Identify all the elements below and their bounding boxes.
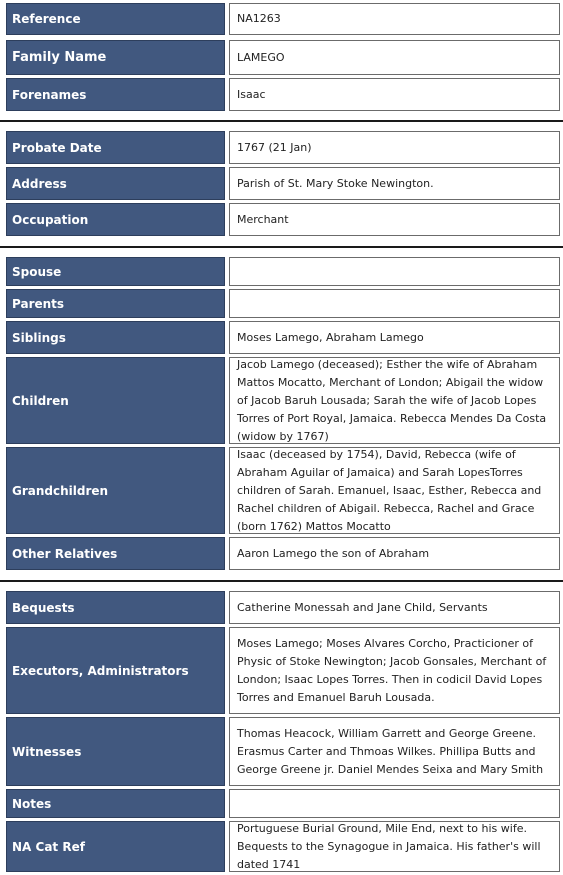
- label-reference: Reference: [6, 3, 225, 35]
- row-reference: [0, 3, 563, 35]
- value-witnesses: Thomas Heacock, William Garrett and George Greene. Erasmus Carter and Thmoas Wilkes. Phillipa Butts and George Greene jr. Daniel Mendes Seixa and Mary Smith: [229, 717, 560, 786]
- label-siblings: Siblings: [6, 321, 225, 354]
- label-probate-date: Probate Date: [6, 131, 225, 164]
- row-address: [0, 167, 563, 200]
- label-executors: Executors, Administrators: [6, 627, 225, 714]
- section-divider: [0, 120, 563, 122]
- label-forenames: Forenames: [6, 78, 225, 111]
- label-family-name: Family Name: [6, 40, 225, 75]
- label-children: Children: [6, 357, 225, 444]
- value-children: Jacob Lamego (deceased); Esther the wife of Abraham Mattos Mocatto, Merchant of London; Abigail the widow of Jacob Baruh Lousada; Sarah the wife of Jacob Lopes Torres of Port Royal, Jamaica. Rebecca Mendes Da Costa (widow by 1767): [229, 357, 560, 444]
- value-notes: [229, 789, 560, 818]
- label-address: Address: [6, 167, 225, 200]
- value-grandchildren: Isaac (deceased by 1754), David, Rebecca (wife of Abraham Aguilar of Jamaica) and Sarah LopesTorres children of Sarah. Emanuel, Isaac, Esther, Rebecca and Rachel children of Abigail. Rebecca, Rachel and Grace (born 1762) Mattos Mocatto: [229, 447, 560, 534]
- row-executors: [0, 627, 563, 714]
- row-siblings: [0, 321, 563, 354]
- label-bequests: Bequests: [6, 591, 225, 624]
- value-family-name: LAMEGO: [229, 40, 560, 75]
- value-parents: [229, 289, 560, 318]
- value-probate-date: 1767 (21 Jan): [229, 131, 560, 164]
- label-parents: Parents: [6, 289, 225, 318]
- label-notes: Notes: [6, 789, 225, 818]
- value-reference: NA1263: [229, 3, 560, 35]
- label-occupation: Occupation: [6, 203, 225, 236]
- value-spouse: [229, 257, 560, 286]
- row-notes: [0, 789, 563, 818]
- value-forenames: Isaac: [229, 78, 560, 111]
- value-executors: Moses Lamego; Moses Alvares Corcho, Practicioner of Physic of Stoke Newington; Jacob Gonsales, Merchant of London; Isaac Lopes Torres. Then in codicil David Lopes Torres and Emanuel Baruh Lousada.: [229, 627, 560, 714]
- section-divider: [0, 580, 563, 582]
- value-address: Parish of St. Mary Stoke Newington.: [229, 167, 560, 200]
- row-bequests: [0, 591, 563, 624]
- label-witnesses: Witnesses: [6, 717, 225, 786]
- value-bequests: Catherine Monessah and Jane Child, Servants: [229, 591, 560, 624]
- row-probate-date: [0, 131, 563, 164]
- value-na-cat-ref: Portuguese Burial Ground, Mile End, next to his wife. Bequests to the Synagogue in Jamaica. His father's will dated 1741: [229, 821, 560, 872]
- section-divider: [0, 246, 563, 248]
- value-occupation: Merchant: [229, 203, 560, 236]
- row-children: [0, 357, 563, 444]
- row-na-cat-ref: [0, 821, 563, 872]
- row-parents: [0, 289, 563, 318]
- row-spouse: [0, 257, 563, 286]
- row-forenames: [0, 78, 563, 111]
- row-occupation: [0, 203, 563, 236]
- value-other-relatives: Aaron Lamego the son of Abraham: [229, 537, 560, 570]
- row-family-name: [0, 40, 563, 75]
- label-grandchildren: Grandchildren: [6, 447, 225, 534]
- row-witnesses: [0, 717, 563, 786]
- value-siblings: Moses Lamego, Abraham Lamego: [229, 321, 560, 354]
- row-other-relatives: [0, 537, 563, 570]
- label-na-cat-ref: NA Cat Ref: [6, 821, 225, 872]
- row-grandchildren: [0, 447, 563, 534]
- label-spouse: Spouse: [6, 257, 225, 286]
- label-other-relatives: Other Relatives: [6, 537, 225, 570]
